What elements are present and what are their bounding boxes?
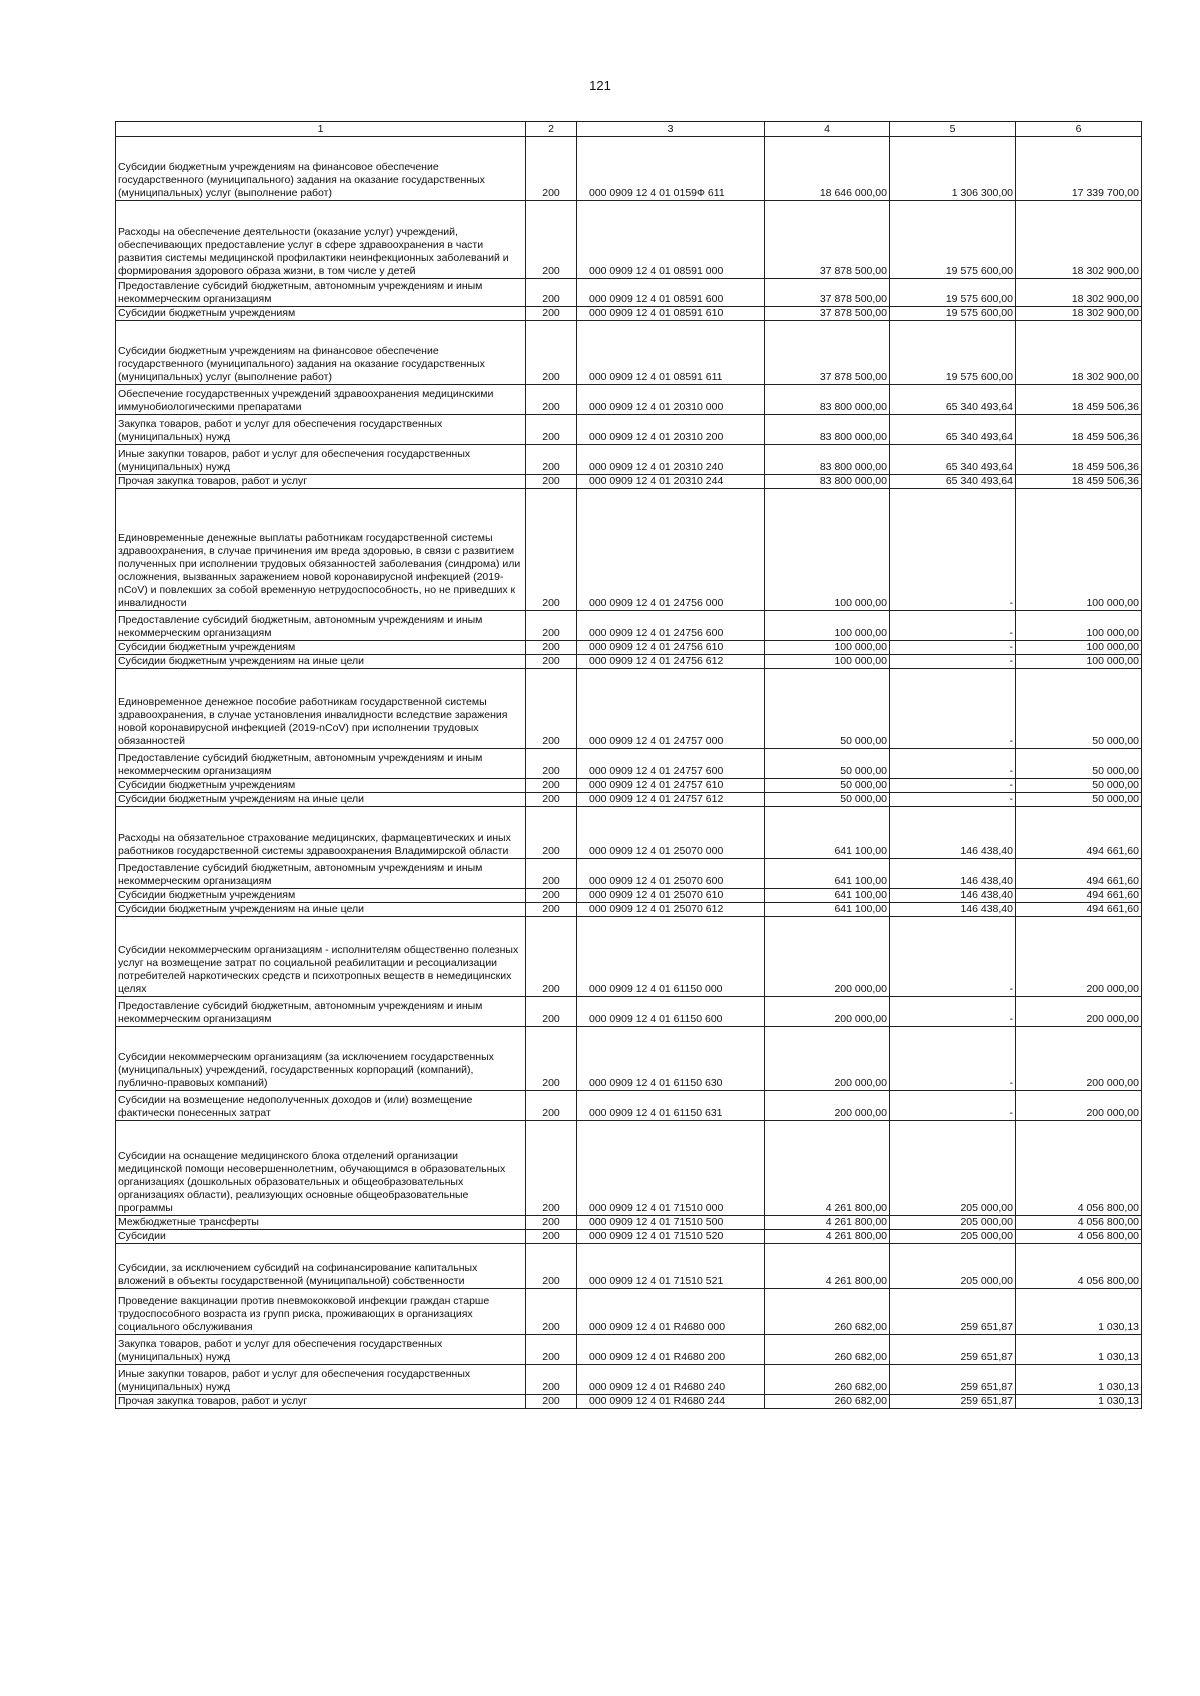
row-amount-executed-cell: 1 306 300,00 [890,137,1016,201]
row-amount-approved-cell: 260 682,00 [765,1335,890,1365]
row-name-cell [116,1244,526,1289]
row-code-cell: 200 [526,1216,577,1230]
row-name: Расходы на обеспечение деятельности (оказание услуг) учреждений, обеспечивающих предоставление услуг в сфере здравоохранения в части развития системы медицинской профилактики неинфекционных заболеваний и формирования здорового образа жизни, в том числе у детей [118,226,509,277]
row-amount-executed-cell: - [890,793,1016,807]
row-kbk-cell: 000 0909 12 4 01 20310 200 [577,415,765,445]
row-amount-approved-cell: 200 000,00 [765,1091,890,1121]
row-code-cell: 200 [526,859,577,889]
row-amount-remaining-cell: 18 302 900,00 [1016,307,1142,321]
row-kbk-cell: 000 0909 12 4 01 71510 521 [577,1244,765,1289]
row-name: Субсидии бюджетным учреждениям [118,889,296,901]
table-row [116,889,1142,903]
row-name-cell [116,1395,526,1409]
row-amount-remaining-cell: 200 000,00 [1016,1091,1142,1121]
row-name-cell [116,1027,526,1091]
row-spacer [118,683,523,696]
table-row [116,1027,1142,1091]
row-amount-executed-cell: 19 575 600,00 [890,279,1016,307]
row-name-cell [116,611,526,641]
row-name: Субсидии бюджетным учреждениям на иные цели [118,793,364,805]
row-amount-remaining-cell: 4 056 800,00 [1016,1216,1142,1230]
row-kbk-cell: 000 0909 12 4 01 20310 244 [577,475,765,489]
row-kbk-cell: 000 0909 12 4 01 20310 240 [577,445,765,475]
row-code-cell: 200 [526,279,577,307]
row-amount-executed-cell: 259 651,87 [890,1365,1016,1395]
row-name-cell [116,475,526,489]
row-code-cell: 200 [526,489,577,611]
table-row [116,793,1142,807]
row-code-cell: 200 [526,807,577,859]
row-amount-executed-cell: - [890,655,1016,669]
row-amount-remaining-cell: 494 661,60 [1016,859,1142,889]
header-cell: 4 [765,122,890,137]
row-amount-approved-cell: 641 100,00 [765,889,890,903]
row-name-cell [116,1230,526,1244]
row-amount-remaining-cell: 50 000,00 [1016,793,1142,807]
row-amount-remaining-cell: 1 030,13 [1016,1365,1142,1395]
row-amount-remaining-cell: 18 302 900,00 [1016,279,1142,307]
table-row [116,385,1142,415]
row-amount-approved-cell: 83 800 000,00 [765,385,890,415]
row-code-cell: 200 [526,889,577,903]
row-name: Единовременные денежные выплаты работникам государственной системы здравоохранения, в случае причинения им вреда здоровью, в связи с развитием полученных при исполнении трудовых обязанностей заболевания (синдрома) или осложнения, вызванных заражением новой коронавирусной инфекцией (2019- nCoV) и повлекших за собой временную нетрудоспособность, но не приведших к инвалидности [118,532,521,609]
row-name-cell [116,655,526,669]
row-name-cell [116,669,526,749]
row-amount-executed-cell: 19 575 600,00 [890,321,1016,385]
table-row [116,1091,1142,1121]
row-amount-executed-cell: - [890,997,1016,1027]
row-amount-approved-cell: 37 878 500,00 [765,321,890,385]
table-row [116,1121,1142,1216]
row-name: Обеспечение государственных учреждений здравоохранения медицинскими иммунобиологическими препаратами [118,388,494,413]
row-amount-remaining-cell: 18 459 506,36 [1016,475,1142,489]
table-row [116,415,1142,445]
row-name: Единовременное денежное пособие работникам государственной системы здравоохранения, в случае установления инвалидности вследствие заражения новой коронавирусной инфекцией (2019-nCoV) при исполнении трудовых обязанностей [118,696,508,747]
row-amount-executed-cell: - [890,779,1016,793]
table-row [116,1289,1142,1335]
row-code-cell: 200 [526,307,577,321]
row-kbk-cell: 000 0909 12 4 01 24756 612 [577,655,765,669]
row-amount-executed-cell: 65 340 493,64 [890,445,1016,475]
row-amount-remaining-cell: 18 302 900,00 [1016,321,1142,385]
row-amount-approved-cell: 37 878 500,00 [765,201,890,279]
row-amount-approved-cell: 200 000,00 [765,997,890,1027]
row-name: Предоставление субсидий бюджетным, автономным учреждениям и иным некоммерческим организациям [118,752,483,777]
row-name: Субсидии бюджетным учреждениям на иные цели [118,655,364,667]
table-row [116,749,1142,779]
row-name-cell [116,445,526,475]
row-code-cell: 200 [526,1365,577,1395]
row-kbk-cell: 000 0909 12 4 01 08591 600 [577,279,765,307]
row-kbk-cell: 000 0909 12 4 01 08591 000 [577,201,765,279]
row-name: Предоставление субсидий бюджетным, автономным учреждениям и иным некоммерческим организациям [118,280,483,305]
table-row [116,1335,1142,1365]
row-amount-approved-cell: 200 000,00 [765,1027,890,1091]
row-code-cell: 200 [526,1289,577,1335]
row-amount-remaining-cell: 18 459 506,36 [1016,445,1142,475]
row-kbk-cell: 000 0909 12 4 01 25070 000 [577,807,765,859]
row-amount-approved-cell: 50 000,00 [765,749,890,779]
row-name-cell [116,749,526,779]
row-spacer [118,519,523,532]
row-amount-remaining-cell: 1 030,13 [1016,1289,1142,1335]
row-code-cell: 200 [526,1091,577,1121]
row-amount-executed-cell: 65 340 493,64 [890,385,1016,415]
row-amount-remaining-cell: 4 056 800,00 [1016,1230,1142,1244]
table-row [116,611,1142,641]
row-kbk-cell: 000 0909 12 4 01 R4680 244 [577,1395,765,1409]
row-amount-remaining-cell: 17 339 700,00 [1016,137,1142,201]
row-name-cell [116,1121,526,1216]
row-name-cell [116,1289,526,1335]
row-kbk-cell: 000 0909 12 4 01 25070 600 [577,859,765,889]
row-code-cell: 200 [526,321,577,385]
row-kbk-cell: 000 0909 12 4 01 25070 612 [577,903,765,917]
row-code-cell: 200 [526,997,577,1027]
row-amount-remaining-cell: 200 000,00 [1016,1027,1142,1091]
row-name-cell [116,1216,526,1230]
row-name: Закупка товаров, работ и услуг для обеспечения государственных (муниципальных) нужд [118,1338,443,1363]
budget-table [115,121,1142,1409]
row-kbk-cell: 000 0909 12 4 01 25070 610 [577,889,765,903]
row-amount-remaining-cell: 4 056 800,00 [1016,1244,1142,1289]
row-name: Субсидии [118,1230,166,1242]
row-spacer [118,1137,523,1150]
row-name-cell [116,1091,526,1121]
row-code-cell: 200 [526,1335,577,1365]
row-amount-executed-cell: 146 438,40 [890,903,1016,917]
row-amount-remaining-cell: 100 000,00 [1016,611,1142,641]
row-amount-approved-cell: 200 000,00 [765,917,890,997]
table-row [116,445,1142,475]
row-code-cell: 200 [526,655,577,669]
row-name-cell [116,779,526,793]
row-amount-executed-cell: - [890,1027,1016,1091]
row-amount-executed-cell: - [890,749,1016,779]
row-name: Межбюджетные трансферты [118,1216,259,1228]
row-amount-executed-cell: - [890,1091,1016,1121]
row-amount-executed-cell: 259 651,87 [890,1335,1016,1365]
row-code-cell: 200 [526,749,577,779]
row-code-cell: 200 [526,137,577,201]
table-row [116,917,1142,997]
row-name-cell [116,807,526,859]
header-cell: 6 [1016,122,1142,137]
row-kbk-cell: 000 0909 12 4 01 24757 600 [577,749,765,779]
row-amount-executed-cell: 19 575 600,00 [890,307,1016,321]
row-code-cell: 200 [526,1395,577,1409]
row-code-cell: 200 [526,415,577,445]
row-name: Субсидии бюджетным учреждениям [118,307,296,319]
row-name-cell [116,201,526,279]
row-code-cell: 200 [526,793,577,807]
row-amount-approved-cell: 641 100,00 [765,859,890,889]
table-row [116,641,1142,655]
row-amount-approved-cell: 100 000,00 [765,611,890,641]
row-amount-remaining-cell: 1 030,13 [1016,1395,1142,1409]
row-amount-remaining-cell: 100 000,00 [1016,489,1142,611]
row-name-cell [116,307,526,321]
row-name: Иные закупки товаров, работ и услуг для обеспечения государственных (муниципальных) нужд [118,448,471,473]
row-amount-remaining-cell: 200 000,00 [1016,997,1142,1027]
row-kbk-cell: 000 0909 12 4 01 08591 611 [577,321,765,385]
row-name-cell [116,903,526,917]
row-amount-executed-cell: 259 651,87 [890,1395,1016,1409]
row-amount-approved-cell: 100 000,00 [765,655,890,669]
row-amount-approved-cell: 50 000,00 [765,779,890,793]
table-row [116,1244,1142,1289]
row-code-cell: 200 [526,201,577,279]
table-row [116,279,1142,307]
row-amount-remaining-cell: 494 661,60 [1016,903,1142,917]
row-amount-remaining-cell: 494 661,60 [1016,889,1142,903]
table-row [116,997,1142,1027]
row-amount-approved-cell: 260 682,00 [765,1289,890,1335]
table-row [116,475,1142,489]
row-amount-approved-cell: 100 000,00 [765,489,890,611]
table-row [116,807,1142,859]
row-amount-remaining-cell: 50 000,00 [1016,669,1142,749]
row-kbk-cell: 000 0909 12 4 01 71510 520 [577,1230,765,1244]
row-name: Субсидии бюджетным учреждениям [118,779,296,791]
row-amount-approved-cell: 260 682,00 [765,1365,890,1395]
row-amount-remaining-cell: 100 000,00 [1016,655,1142,669]
row-kbk-cell: 000 0909 12 4 01 61150 631 [577,1091,765,1121]
row-name-cell [116,1365,526,1395]
row-kbk-cell: 000 0909 12 4 01 71510 500 [577,1216,765,1230]
row-name: Субсидии на возмещение недополученных доходов и (или) возмещение фактически понесенных затрат [118,1094,473,1119]
row-name: Предоставление субсидий бюджетным, автономным учреждениям и иным некоммерческим организациям [118,862,483,887]
row-code-cell: 200 [526,669,577,749]
table-row [116,1365,1142,1395]
row-amount-remaining-cell: 18 302 900,00 [1016,201,1142,279]
row-amount-approved-cell: 37 878 500,00 [765,279,890,307]
row-amount-executed-cell: - [890,489,1016,611]
table-row [116,1230,1142,1244]
row-amount-approved-cell: 83 800 000,00 [765,445,890,475]
table-row [116,1216,1142,1230]
table-row [116,1395,1142,1409]
row-amount-approved-cell: 4 261 800,00 [765,1121,890,1216]
row-amount-remaining-cell: 100 000,00 [1016,641,1142,655]
row-name: Субсидии бюджетным учреждениям на финансовое обеспечение государственного (муниципального) задания на оказание государственных (муниципальных) услуг (выполнение работ) [118,345,485,383]
row-name-cell [116,859,526,889]
row-amount-executed-cell: - [890,641,1016,655]
row-kbk-cell: 000 0909 12 4 01 61150 600 [577,997,765,1027]
row-name: Прочая закупка товаров, работ и услуг [118,1395,308,1407]
row-amount-remaining-cell: 4 056 800,00 [1016,1121,1142,1216]
row-name: Субсидии некоммерческим организациям - исполнителям общественно полезных услуг на возмещение затрат по социальной реабилитации и ресоциализации потребителей наркотических средств и психотропных веществ в немедицинских целях [118,944,519,995]
row-name: Субсидии бюджетным учреждениям на финансовое обеспечение государственного (муниципального) задания на оказание государственных (муниципальных) услуг (выполнение работ) [118,161,485,199]
row-amount-executed-cell: 65 340 493,64 [890,475,1016,489]
row-kbk-cell: 000 0909 12 4 01 20310 000 [577,385,765,415]
row-amount-approved-cell: 18 646 000,00 [765,137,890,201]
table-row [116,321,1142,385]
row-name: Субсидии на оснащение медицинского блока отделений организации медицинской помощи несовершеннолетним, обучающимся в образовательных организациях (дошкольных образовательных и общеобразовательных организациях области), реализующих основные общеобразовательные программы [118,1150,506,1214]
row-amount-approved-cell: 260 682,00 [765,1395,890,1409]
row-name-cell [116,889,526,903]
row-name-cell [116,917,526,997]
row-code-cell: 200 [526,475,577,489]
row-spacer [118,931,523,944]
row-amount-executed-cell: 19 575 600,00 [890,201,1016,279]
row-name: Субсидии бюджетным учреждениям на иные цели [118,903,364,915]
row-code-cell: 200 [526,385,577,415]
row-code-cell: 200 [526,1121,577,1216]
row-kbk-cell: 000 0909 12 4 01 24757 610 [577,779,765,793]
row-amount-remaining-cell: 50 000,00 [1016,749,1142,779]
row-amount-approved-cell: 37 878 500,00 [765,307,890,321]
row-kbk-cell: 000 0909 12 4 01 24756 000 [577,489,765,611]
row-name-cell [116,321,526,385]
row-name-cell [116,415,526,445]
row-kbk-cell: 000 0909 12 4 01 0159Ф 611 [577,137,765,201]
row-code-cell: 200 [526,917,577,997]
row-name-cell [116,385,526,415]
row-code-cell: 200 [526,903,577,917]
table-row [116,779,1142,793]
row-amount-executed-cell: 65 340 493,64 [890,415,1016,445]
row-name: Субсидии, за исключением субсидий на софинансирование капитальных вложений в объекты государственной (муниципальной) собственности [118,1262,478,1287]
row-kbk-cell: 000 0909 12 4 01 24757 612 [577,793,765,807]
row-kbk-cell: 000 0909 12 4 01 08591 610 [577,307,765,321]
table-row [116,489,1142,611]
row-amount-executed-cell: - [890,611,1016,641]
row-name-cell [116,279,526,307]
row-amount-executed-cell: 205 000,00 [890,1230,1016,1244]
table-row [116,903,1142,917]
row-amount-remaining-cell: 50 000,00 [1016,779,1142,793]
row-name-cell [116,641,526,655]
page-number: 121 [589,78,611,93]
table-row [116,201,1142,279]
row-name: Предоставление субсидий бюджетным, автономным учреждениям и иным некоммерческим организациям [118,614,483,639]
row-kbk-cell: 000 0909 12 4 01 R4680 200 [577,1335,765,1365]
row-code-cell: 200 [526,611,577,641]
table-row [116,307,1142,321]
table-row [116,655,1142,669]
header-cell: 1 [116,122,526,137]
row-kbk-cell: 000 0909 12 4 01 24757 000 [577,669,765,749]
row-kbk-cell: 000 0909 12 4 01 R4680 240 [577,1365,765,1395]
row-name-cell [116,137,526,201]
header-cell: 2 [526,122,577,137]
table-row [116,137,1142,201]
row-amount-approved-cell: 83 800 000,00 [765,475,890,489]
row-amount-approved-cell: 641 100,00 [765,903,890,917]
row-name: Расходы на обязательное страхование медицинских, фармацевтических и иных работников государственной системы здравоохранения Владимирской области [118,832,511,857]
row-amount-approved-cell: 83 800 000,00 [765,415,890,445]
header-cell: 5 [890,122,1016,137]
row-name: Субсидии бюджетным учреждениям [118,641,296,653]
row-name-cell [116,489,526,611]
row-amount-executed-cell: 205 000,00 [890,1244,1016,1289]
row-code-cell: 200 [526,1244,577,1289]
row-kbk-cell: 000 0909 12 4 01 71510 000 [577,1121,765,1216]
row-amount-approved-cell: 50 000,00 [765,793,890,807]
row-amount-approved-cell: 4 261 800,00 [765,1244,890,1289]
row-kbk-cell: 000 0909 12 4 01 R4680 000 [577,1289,765,1335]
row-kbk-cell: 000 0909 12 4 01 24756 610 [577,641,765,655]
row-name-cell [116,793,526,807]
row-amount-approved-cell: 50 000,00 [765,669,890,749]
row-amount-executed-cell: 205 000,00 [890,1121,1016,1216]
row-name: Проведение вакцинации против пневмококковой инфекции граждан старше трудоспособного возраста из групп риска, проживающих в организациях социального обслуживания [118,1295,490,1333]
row-name-cell [116,997,526,1027]
row-amount-approved-cell: 641 100,00 [765,807,890,859]
row-amount-remaining-cell: 18 459 506,36 [1016,415,1142,445]
row-amount-executed-cell: 146 438,40 [890,859,1016,889]
row-amount-executed-cell: 205 000,00 [890,1216,1016,1230]
row-code-cell: 200 [526,445,577,475]
table-header-row [116,122,1142,137]
row-code-cell: 200 [526,1230,577,1244]
row-kbk-cell: 000 0909 12 4 01 24756 600 [577,611,765,641]
table-row [116,859,1142,889]
row-spacer [118,332,523,345]
row-name: Иные закупки товаров, работ и услуг для обеспечения государственных (муниципальных) нужд [118,1368,471,1393]
row-code-cell: 200 [526,1027,577,1091]
row-code-cell: 200 [526,779,577,793]
row-code-cell: 200 [526,641,577,655]
row-amount-remaining-cell: 18 459 506,36 [1016,385,1142,415]
header-cell: 3 [577,122,765,137]
row-amount-approved-cell: 4 261 800,00 [765,1230,890,1244]
row-name: Закупка товаров, работ и услуг для обеспечения государственных (муниципальных) нужд [118,418,443,443]
row-amount-remaining-cell: 1 030,13 [1016,1335,1142,1365]
row-spacer [118,148,523,161]
row-spacer [118,1038,523,1051]
row-amount-executed-cell: 146 438,40 [890,889,1016,903]
row-amount-approved-cell: 100 000,00 [765,641,890,655]
row-name-cell [116,1335,526,1365]
row-name: Прочая закупка товаров, работ и услуг [118,475,308,487]
row-amount-remaining-cell: 494 661,60 [1016,807,1142,859]
row-name: Предоставление субсидий бюджетным, автономным учреждениям и иным некоммерческим организациям [118,1000,483,1025]
table-row [116,669,1142,749]
row-kbk-cell: 000 0909 12 4 01 61150 630 [577,1027,765,1091]
row-amount-executed-cell: - [890,917,1016,997]
row-amount-approved-cell: 4 261 800,00 [765,1216,890,1230]
row-name: Субсидии некоммерческим организациям (за исключением государственных (муниципальных) учреждений, государственных корпораций (компаний), публично-правовых компаний) [118,1051,494,1089]
row-amount-executed-cell: - [890,669,1016,749]
row-amount-executed-cell: 259 651,87 [890,1289,1016,1335]
row-amount-executed-cell: 146 438,40 [890,807,1016,859]
row-amount-remaining-cell: 200 000,00 [1016,917,1142,997]
row-kbk-cell: 000 0909 12 4 01 61150 000 [577,917,765,997]
